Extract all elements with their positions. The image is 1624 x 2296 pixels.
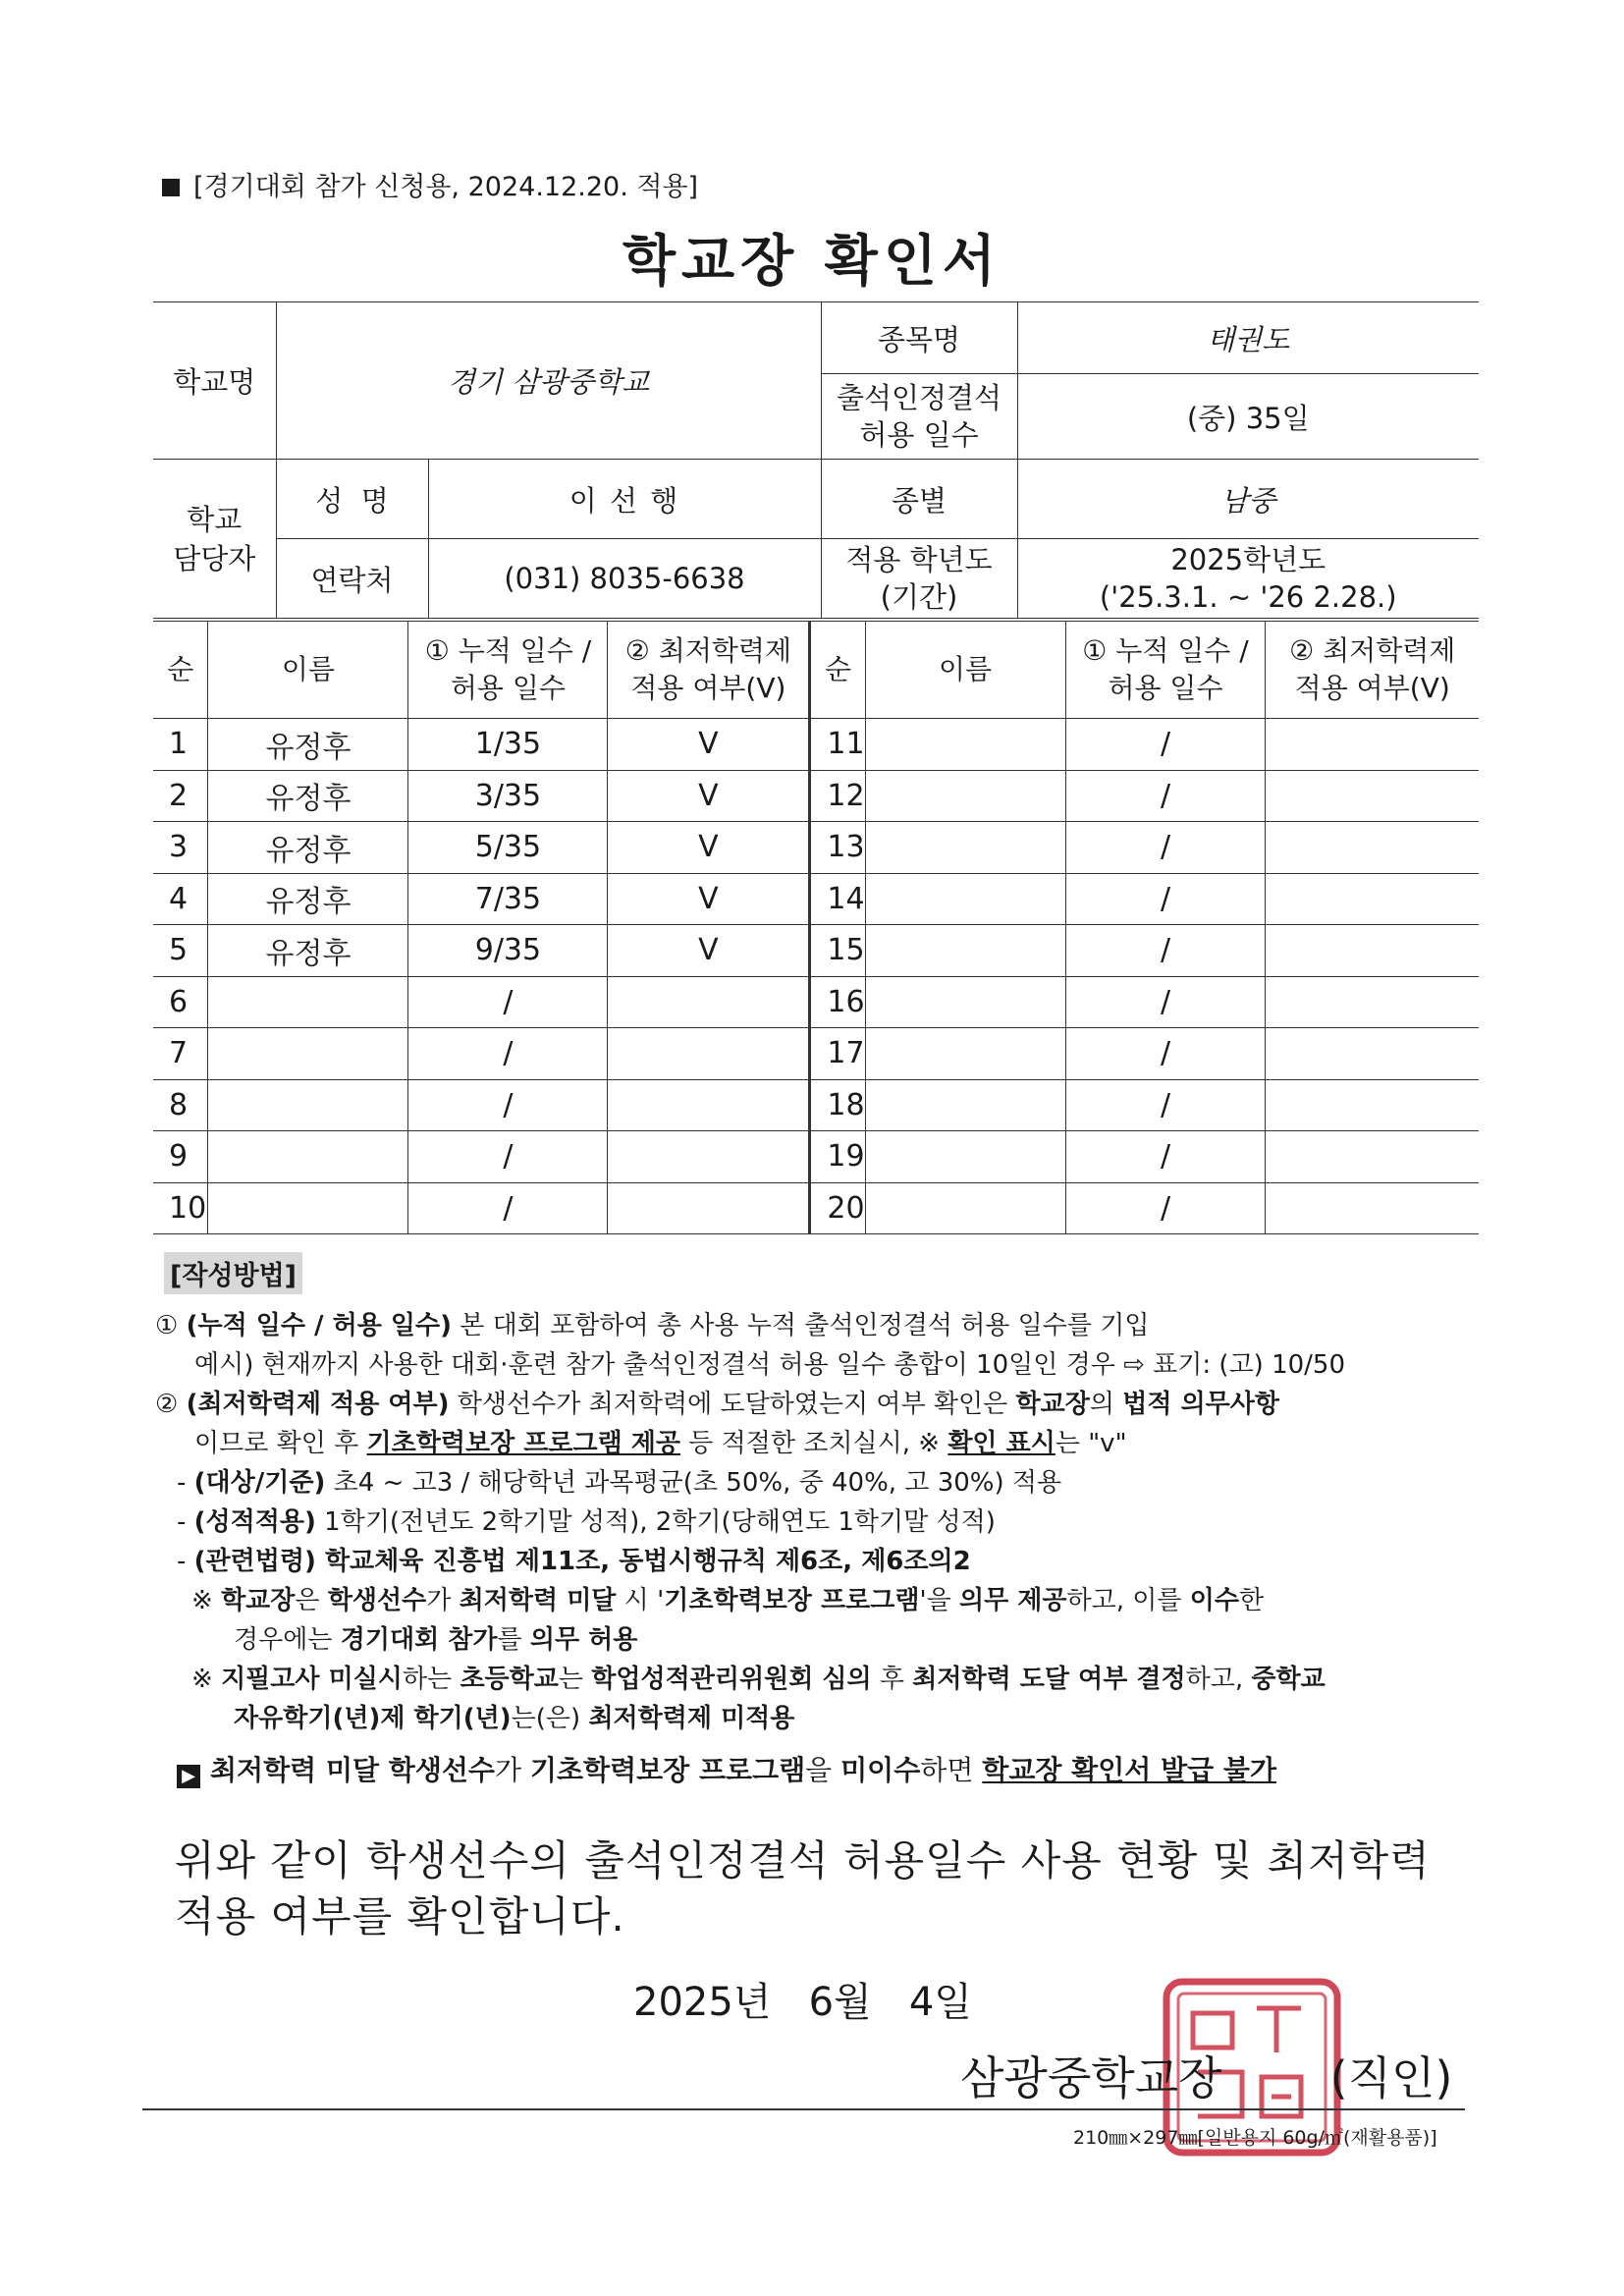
absence-days: /	[1065, 1182, 1266, 1234]
absence-days: /	[408, 976, 608, 1028]
min-academic-check	[1266, 719, 1479, 771]
min-academic-check: V	[608, 822, 810, 874]
note-1-line-2: 경우에는 경기대회 참가를 의무 허용	[234, 1625, 638, 1655]
signature-line	[960, 2043, 1452, 2107]
name-value: 이 선 행	[428, 460, 821, 539]
athlete-row	[153, 873, 1479, 925]
athlete-row	[153, 770, 1479, 822]
athlete-name	[865, 822, 1065, 874]
athlete-name	[208, 1079, 408, 1131]
row-number: 15	[810, 925, 865, 977]
confirmation-text: 위와 같이 학생선수의 출석인정결석 허용일수 사용 현황 및 최저학력 적용 여부를 확인합니다.	[175, 1836, 1431, 1941]
detail-grades: - (성적적용) 1학기(전년도 2학기말 성적), 2학기(당해연도 1학기말 성적)	[177, 1507, 996, 1537]
athlete-name	[865, 1131, 1065, 1183]
row-number: 17	[810, 1028, 865, 1080]
absence-days: 5/35	[408, 822, 608, 874]
min-academic-check: V	[608, 873, 810, 925]
header-name-2: 이름	[865, 622, 1065, 719]
athletes-table	[153, 621, 1479, 1234]
name-label: 성 명	[276, 460, 428, 539]
page-title: 학교장 확인서	[622, 230, 1002, 294]
athlete-name: 유정후	[208, 822, 408, 874]
instruction-1: ① (누적 일수 / 허용 일수) 본 대회 포함하여 총 사용 누적 출석인정결석 허용 일수를 기입	[155, 1311, 1150, 1340]
athlete-name	[208, 1131, 408, 1183]
athlete-name	[865, 1182, 1065, 1234]
arrow-box-icon: ▶	[177, 1765, 200, 1788]
athlete-name	[865, 1028, 1065, 1080]
year-value: 2025학년도 ('25.3.1. ~ '26 2.28.)	[1017, 539, 1479, 619]
absence-days: /	[1065, 1028, 1266, 1080]
row-number: 20	[810, 1182, 865, 1234]
athlete-name	[208, 976, 408, 1028]
header-days-2: ① 누적 일수 / 허용 일수	[1065, 622, 1266, 719]
athlete-row	[153, 976, 1479, 1028]
manager-label: 학교 담당자	[153, 460, 276, 619]
row-number: 7	[153, 1028, 208, 1080]
min-academic-check	[1266, 873, 1479, 925]
absence-value: (중) 35일	[1017, 374, 1479, 460]
athlete-name	[208, 1028, 408, 1080]
min-academic-check	[1266, 1131, 1479, 1183]
row-number: 1	[153, 719, 208, 771]
header-days: ① 누적 일수 / 허용 일수	[408, 622, 608, 719]
min-academic-check	[1266, 822, 1479, 874]
form-type-note: [경기대회 참가 신청용, 2024.12.20. 적용]	[162, 165, 698, 203]
athlete-name: 유정후	[208, 873, 408, 925]
athlete-row	[153, 1182, 1479, 1234]
absence-days: /	[1065, 770, 1266, 822]
athlete-row	[153, 925, 1479, 977]
footer-divider	[142, 2108, 1465, 2110]
athlete-name	[865, 925, 1065, 977]
athlete-name: 유정후	[208, 719, 408, 771]
contact-label: 연락처	[276, 539, 428, 619]
note-1: ※ 학교장은 학생선수가 최저학력 미달 시 '기초학력보장 프로그램'을 의무 제공하고, 이를 이수한	[191, 1586, 1265, 1615]
min-academic-check	[1266, 1079, 1479, 1131]
absence-days: /	[408, 1182, 608, 1234]
row-number: 13	[810, 822, 865, 874]
black-square-icon	[162, 179, 180, 196]
header-name: 이름	[208, 622, 408, 719]
info-table	[153, 301, 1479, 619]
detail-target: - (대상/기준) 초4 ~ 고3 / 해당학년 과목평균(초 50%, 중 40%, 고 30%) 적용	[177, 1468, 1062, 1498]
athlete-name	[208, 1182, 408, 1234]
row-number: 2	[153, 770, 208, 822]
note-2-line-2: 자유학기(년)제 학기(년)는(은) 최저학력제 미적용	[234, 1704, 795, 1733]
athlete-row	[153, 719, 1479, 771]
header-min-academic-2: ② 최저학력제 적용 여부(V)	[1266, 622, 1479, 719]
min-academic-check: V	[608, 770, 810, 822]
sport-value: 태권도	[1017, 302, 1479, 374]
instructions-heading: [작성방법]	[164, 1252, 302, 1294]
absence-days: /	[1065, 873, 1266, 925]
contact-value: (031) 8035-6638	[428, 539, 821, 619]
absence-days: 9/35	[408, 925, 608, 977]
row-number: 9	[153, 1131, 208, 1183]
min-academic-check: V	[608, 719, 810, 771]
absence-days: 3/35	[408, 770, 608, 822]
row-number: 10	[153, 1182, 208, 1234]
athlete-name: 유정후	[208, 925, 408, 977]
min-academic-check	[1266, 1028, 1479, 1080]
min-academic-check	[608, 976, 810, 1028]
min-academic-check	[1266, 1182, 1479, 1234]
absence-days: /	[1065, 976, 1266, 1028]
absence-days: /	[1065, 925, 1266, 977]
min-academic-check	[608, 1131, 810, 1183]
instruction-2-line-2: 이므로 확인 후 기초학력보장 프로그램 제공 등 적절한 조치실시, ※ 확인 표시는 "v"	[194, 1429, 1127, 1458]
athlete-row	[153, 822, 1479, 874]
absence-days: 1/35	[408, 719, 608, 771]
athlete-row	[153, 1028, 1479, 1080]
principal-title: 삼광중학교장	[960, 2051, 1222, 2105]
category-value: 남중	[1017, 460, 1479, 539]
absence-days: /	[408, 1079, 608, 1131]
issue-date: 2025년 6월 4일	[633, 1980, 972, 2025]
sport-label: 종목명	[821, 302, 1017, 374]
min-academic-check	[608, 1182, 810, 1234]
min-academic-check	[608, 1079, 810, 1131]
school-label: 학교명	[153, 302, 276, 460]
instruction-1-example: 예시) 현재까지 사용한 대회·훈련 참가 출석인정결석 허용 일수 총합이 10일인 경우 ⇨ 표기: (고) 10/50	[194, 1350, 1346, 1380]
row-number: 19	[810, 1131, 865, 1183]
row-number: 16	[810, 976, 865, 1028]
instruction-2: ② (최저학력제 적용 여부) 학생선수가 최저학력에 도달하였는지 여부 확인은 학교장의 법적 의무사항	[155, 1390, 1280, 1419]
min-academic-check	[608, 1028, 810, 1080]
min-academic-check	[1266, 976, 1479, 1028]
min-academic-check	[1266, 770, 1479, 822]
row-number: 8	[153, 1079, 208, 1131]
row-number: 18	[810, 1079, 865, 1131]
note-2: ※ 지필고사 미실시하는 초등학교는 학업성적관리위원회 심의 후 최저학력 도달 여부 결정하고, 중학교	[191, 1665, 1326, 1694]
athlete-name	[865, 873, 1065, 925]
absence-days: 7/35	[408, 873, 608, 925]
row-number: 12	[810, 770, 865, 822]
detail-law: - (관련법령) 학교체육 진흥법 제11조, 동법시행규칙 제6조, 제6조의2	[177, 1547, 971, 1576]
min-academic-check: V	[608, 925, 810, 977]
athlete-name	[865, 770, 1065, 822]
absence-days: /	[1065, 719, 1266, 771]
absence-days: /	[408, 1131, 608, 1183]
year-label: 적용 학년도 (기간)	[821, 539, 1017, 619]
athlete-name	[865, 1079, 1065, 1131]
athlete-row	[153, 1131, 1479, 1183]
absence-days: /	[408, 1028, 608, 1080]
athlete-row	[153, 1079, 1479, 1131]
header-min-academic: ② 최저학력제 적용 여부(V)	[608, 622, 810, 719]
athlete-name: 유정후	[208, 770, 408, 822]
row-number: 3	[153, 822, 208, 874]
final-warning: ▶ 최저학력 미달 학생선수가 기초학력보장 프로그램을 미이수하면 학교장 확인서 발급 불가	[177, 1753, 1276, 1788]
header-no-2: 순	[810, 622, 865, 719]
header-no: 순	[153, 622, 208, 719]
row-number: 14	[810, 873, 865, 925]
school-value: 경기 삼광중학교	[276, 302, 821, 460]
seal-label: (직인)	[1329, 2051, 1453, 2105]
row-number: 6	[153, 976, 208, 1028]
athlete-name	[865, 976, 1065, 1028]
category-label: 종별	[821, 460, 1017, 539]
absence-days: /	[1065, 822, 1266, 874]
absence-label: 출석인정결석 허용 일수	[821, 374, 1017, 460]
paper-spec-footer: 210㎜×297㎜[일반용지 60g/㎡(재활용품)]	[1073, 2127, 1437, 2149]
row-number: 11	[810, 719, 865, 771]
row-number: 5	[153, 925, 208, 977]
min-academic-check	[1266, 925, 1479, 977]
absence-days: /	[1065, 1131, 1266, 1183]
row-number: 4	[153, 873, 208, 925]
absence-days: /	[1065, 1079, 1266, 1131]
athlete-name	[865, 719, 1065, 771]
